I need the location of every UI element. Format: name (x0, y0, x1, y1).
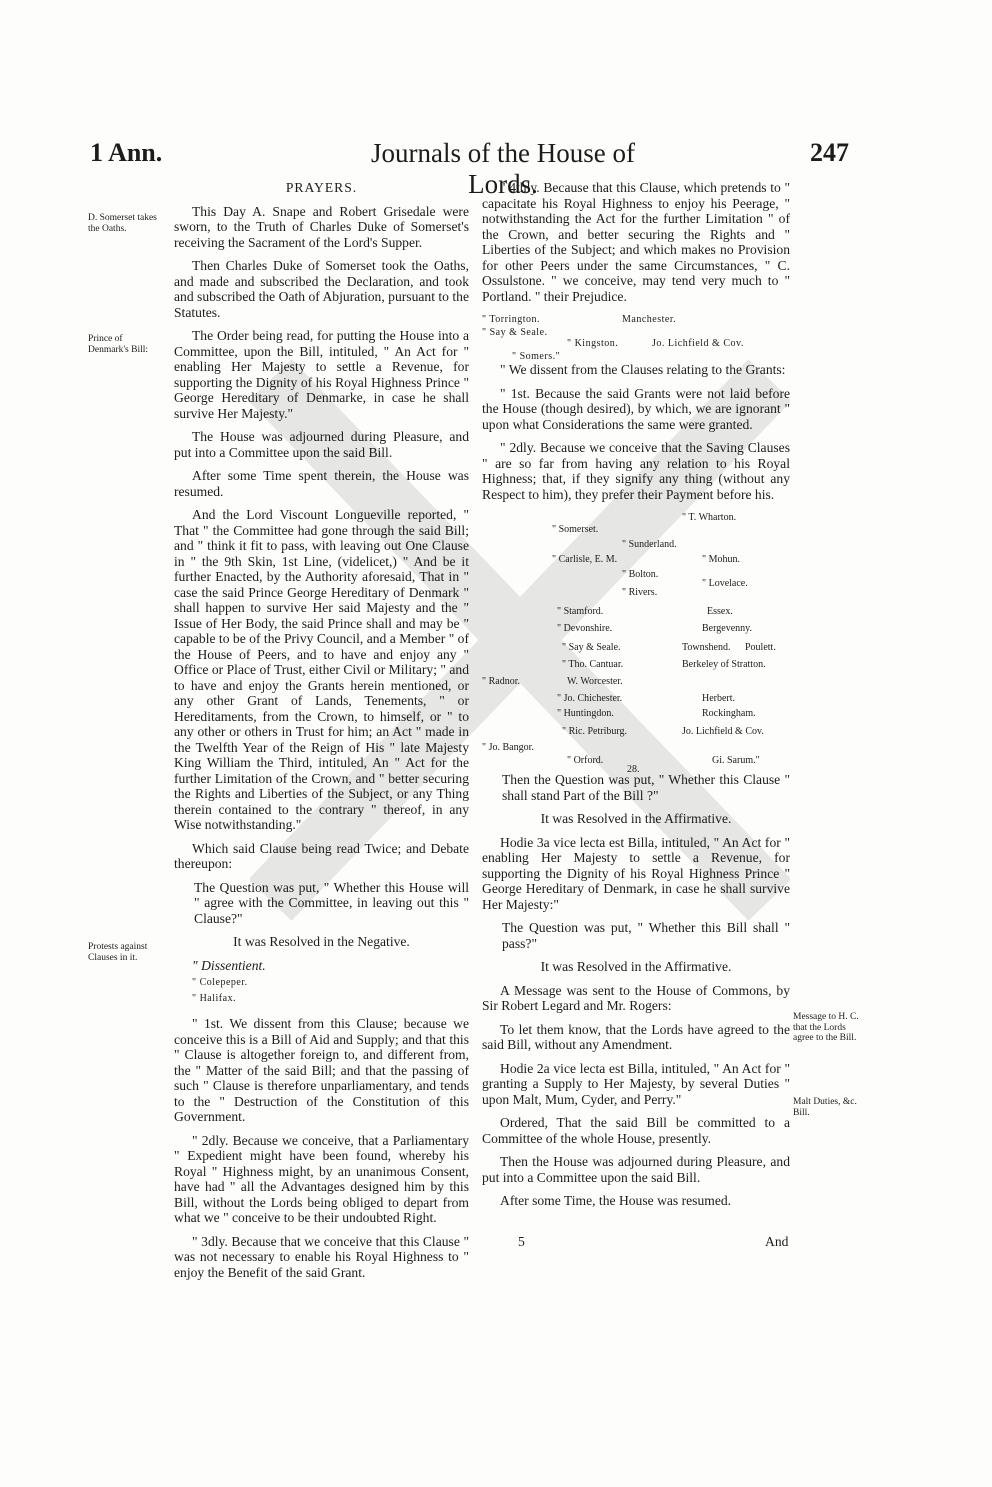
signatory: " Bolton. (622, 569, 659, 580)
signatory: " Somers." (512, 351, 561, 362)
paragraph: Ordered, That the said Bill be committed to a Committee of the whole House, presently. (482, 1115, 790, 1146)
signatory: " Huntingdon. (557, 708, 614, 719)
signatory: " Torrington. (482, 314, 541, 325)
dissent-heading: " Dissentient. (192, 957, 266, 973)
question: The Question was put, " Whether this Bill shall " pass?" (502, 920, 790, 951)
signatory: Manchester. (622, 314, 677, 325)
signatory: Jo. Lichfield & Cov. (652, 338, 744, 349)
signatory: " Say & Seale. (562, 642, 621, 653)
signatory: Essex. (707, 606, 733, 617)
signatory: Gi. Sarum." (712, 755, 760, 766)
signatory: " Kingston. (567, 338, 619, 349)
paragraph: Then the House was adjourned during Pleasure, and put into a Committee upon the said Bill. (482, 1154, 790, 1185)
signature-mark: 5 (518, 1234, 525, 1249)
paragraph: After some Time, the House was resumed. (500, 1193, 732, 1208)
signatory: Bergevenny. (702, 623, 752, 634)
paragraph: " 1st. Because the said Grants were not laid before the House (though desired), by which, we are ignorant " upon what Considerations the same were granted. (482, 385, 790, 432)
prayers-heading: PRAYERS. (285, 180, 358, 195)
signatory-block-b (482, 510, 790, 775)
signatory: " Ric. Petriburg. (562, 726, 628, 737)
paragraph: " We dissent from the Clauses relating to the Grants: (500, 362, 786, 377)
signatory: " Colepeper. (192, 977, 248, 988)
paragraph: And the Lord Viscount Longueville reported, " That " the Committee had gone through the said Bill; and " think it fit to pass, with leaving out One Clause in " the 9th Skin, 1st Line, (videlicet,) " And be it further Enacted, by the Authority aforesaid, That in " case the said Prince George Hereditary of Denmark " shall happen to survive Her said Majesty and the " Issue of Her Body, the said Prince shall and may be " capable to be of the Privy Council, and a Member " of the House of Peers, and to have and enjoy any " Office or Place of Trust, either Civil or Military; " and to have and enjoy the Grants herein mentioned, or any other Grant of Lands, Tenements, " or Hereditaments, from the Crown, to himself, or " to any other or others in Trust for him; an Act " made in the Twelfth Year of the Reign of His " late Majesty King William the Third, intituled, An " Act for the further Limitation of the Crown, and " better securing the Rights and Liberties of the Subject, or any Thing therein contained to the contrary " thereof, in any Wise notwithstanding." (174, 507, 469, 832)
signatory: " Say & Seale. (482, 327, 548, 338)
right-column (482, 180, 790, 1217)
signatory: Berkeley of Stratton. (682, 659, 766, 670)
signatory: W. Worcester. (567, 676, 623, 687)
signatory: " Sunderland. (622, 539, 677, 550)
resolution: It was Resolved in the Negative. (233, 934, 410, 949)
signatory: " Stamford. (557, 606, 604, 617)
signatory: Herbert. (702, 693, 736, 704)
question: The Question was put, " Whether this House will " agree with the Committee, in leaving out this " Clause?" (194, 879, 469, 926)
paragraph: " 2dly. Because we conceive, that a Parliamentary " Expedient might have been found, whereby his Royal " Highness might, by an unanimous Consent, have had " all the Advantages designed him by this Bill, without the Lords being obliged to depart from what we " conceive to be their undoubted Right. (174, 1132, 469, 1225)
paragraph: The House was adjourned during Pleasure, and put into a Committee upon the said Bill. (174, 429, 469, 460)
signatory: " Devonshire. (557, 623, 613, 634)
question: Then the Question was put, " Whether this Clause " shall stand Part of the Bill ?" (502, 772, 790, 803)
signatory: " Lovelace. (702, 578, 748, 589)
margin-note-somerset: D. Somerset takes the Oaths. (88, 213, 157, 234)
catchword: And (765, 1234, 789, 1249)
signatory: " Halifax. (192, 992, 237, 1004)
signatory: " Tho. Cantuar. (562, 659, 624, 670)
paragraph: " 1st. We dissent from this Clause; because we conceive this is a Bill of Aid and Supply; and that this " Clause is altogether foreign to, and different from, the " Matter of the said Bill; and that the passing of such " Clause is therefore unparliamentary, and tends to the " Destruction of the Constitution of this Government. (174, 1016, 469, 1124)
signatory: " Orford. (567, 755, 604, 766)
paragraph: " 4thly. Because that this Clause, which pretends to " capacitate his Royal Highness to enjoy his Peerage, " notwithstanding the Act for the further Limitation " of the Crown, and better securing the Rights and " Liberties of the Subject; and which makes no Provision for other Peers under the same Circumstances, " C. Ossulstone. " we conceive, may tend very much to " Portland. " their Prejudice. (482, 180, 790, 304)
session-header: 1 Ann. (90, 138, 163, 167)
signatory: Poulett. (745, 642, 776, 653)
paragraph: Which said Clause being read Twice; and Debate thereupon: (174, 840, 469, 871)
paragraph: After some Time spent therein, the House was resumed. (174, 468, 469, 499)
margin-note-prince-bill: Prince of Denmark's Bill: (88, 334, 149, 355)
margin-note-protests: Protests against Clauses in it. (88, 942, 148, 963)
signatory: " Carlisle, E. M. (552, 554, 618, 565)
margin-note-message: Message to H. C. that the Lords agree to the Bill. (793, 1012, 859, 1043)
paragraph: Hodie 2a vice lecta est Billa, intituled, " An Act for " granting a Supply to Her Majesty, by several Duties " upon Malt, Mum, Cyder, and Perry." (482, 1060, 790, 1107)
signatory-count: 28. (627, 764, 640, 775)
signatory: " T. Wharton. (682, 512, 737, 523)
signatory: " Rivers. (622, 587, 658, 598)
paragraph: Hodie 3a vice lecta est Billa, intituled, " An Act for " enabling Her Majesty to settle a Revenue, for supporting the Dignity of his Royal Highness Prince " George Hereditary of Denmark, in case he shall survive Her Majesty:" (482, 834, 790, 912)
signatory-block-a (482, 312, 790, 362)
signatory: " Jo. Bangor. (482, 742, 534, 753)
paragraph: " 3dly. Because that we conceive that this Clause " was not necessary to enable his Royal Highness to " enjoy the Benefit of the said Grant. (174, 1233, 469, 1280)
left-column (174, 180, 469, 1288)
resolution: It was Resolved in the Affirmative. (540, 959, 732, 974)
signatory: " Somerset. (552, 524, 599, 535)
signatory: " Radnor. (482, 676, 520, 687)
signatory: " Mohun. (702, 554, 740, 565)
paragraph: " 2dly. Because we conceive that the Saving Clauses " are so far from having any relation to his Royal Highness; that, if they signify any thing (without any Respect to him), they prefer their Payment before his. (482, 440, 790, 502)
paragraph: To let them know, that the Lords have agreed to the said Bill, without any Amendment. (482, 1021, 790, 1052)
resolution: It was Resolved in the Affirmative. (540, 811, 732, 826)
journal-title: Journals of the House of Lords. (371, 138, 635, 199)
paragraph: A Message was sent to the House of Commons, by Sir Robert Legard and Mr. Rogers: (482, 982, 790, 1013)
signatory: Jo. Lichfield & Cov. (682, 726, 764, 737)
paragraph: Then Charles Duke of Somerset took the Oaths, and made and subscribed the Declaration, and took and subscribed the Oath of Abjuration, pursuant to the Statutes. (174, 258, 469, 320)
page-number: 247 (810, 138, 849, 167)
signatory: Rockingham. (702, 708, 756, 719)
signatory: " Jo. Chichester. (557, 693, 623, 704)
margin-note-malt: Malt Duties, &c. Bill. (793, 1097, 857, 1118)
signatory: Townshend. (682, 642, 731, 653)
paragraph: This Day A. Snape and Robert Grisedale were sworn, to the Truth of Charles Duke of Somerset's receiving the Sacrament of the Lord's Supper. (174, 203, 469, 250)
paragraph: The Order being read, for putting the House into a Committee, upon the Bill, intituled, " An Act for " enabling Her Majesty to settle a Revenue, for supporting the Dignity of his Royal Highness Prince " George Hereditary of Denmarke, in case he shall survive Her Majesty." (174, 328, 469, 421)
